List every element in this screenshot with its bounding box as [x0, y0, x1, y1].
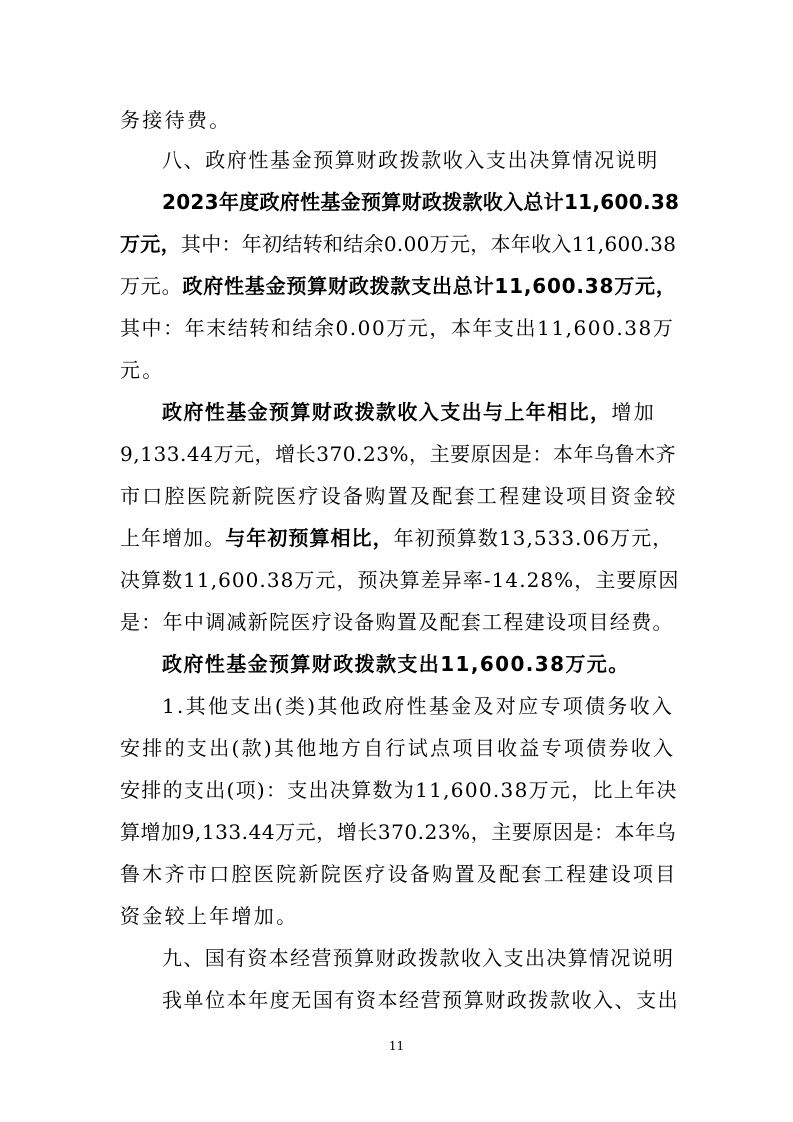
- text-segment: 九、国有资本经营预算财政拨款收入支出决算情况说明: [162, 946, 675, 970]
- text-segment: 我单位本年度无国有资本经营预算财政拨款收入、支出: [162, 988, 680, 1012]
- text-line: [120, 356, 165, 384]
- text-segment: 鲁木齐市口腔医院新院医疗设备购置及配套工程建设项目: [120, 862, 678, 886]
- text-line: [120, 230, 676, 258]
- text-segment: 决算数11,600.38万元，预决算差异率-14.28%，主要原因: [120, 568, 680, 592]
- text-line: [120, 482, 678, 510]
- text-line: [120, 608, 674, 636]
- text-segment-bold: 政府性基金预算财政拨款支出11,600.38万元。: [162, 652, 630, 676]
- text-segment: 上年增加。: [120, 526, 226, 550]
- text-segment-bold: 万元，: [120, 232, 181, 256]
- text-line: [120, 314, 674, 342]
- text-line: [162, 398, 656, 426]
- text-segment: 八、政府性基金预算财政拨款收入支出决算情况说明: [162, 148, 659, 172]
- text-line: [120, 524, 673, 552]
- text-segment-bold: 与年初预算相比，: [225, 526, 394, 550]
- text-segment: 元。: [120, 358, 165, 382]
- text-segment: 算增加9,133.44万元，增长370.23%，主要原因是：本年乌: [120, 820, 677, 844]
- text-line: [162, 986, 679, 1014]
- text-segment-bold: 政府性基金预算财政拨款收入支出与上年相比，: [162, 400, 612, 424]
- page-number: 11: [388, 1039, 405, 1053]
- text-line: [162, 650, 630, 678]
- text-line: [120, 734, 675, 762]
- text-segment: 市口腔医院新院医疗设备购置及配套工程建设项目资金较: [120, 484, 678, 508]
- text-line: [120, 440, 676, 468]
- text-segment: 增加: [611, 400, 657, 424]
- text-segment-bold: 2023年度政府性基金预算财政拨款收入总计11,600.38: [162, 190, 680, 214]
- text-segment: 其中：年末结转和结余0.00万元，本年支出11,600.38万: [120, 316, 675, 340]
- text-segment: 万元。: [120, 274, 183, 298]
- text-segment: 资金较上年增加。: [120, 904, 299, 928]
- text-line: [162, 692, 674, 720]
- text-line: [120, 272, 677, 300]
- text-line: [162, 188, 679, 216]
- text-line: [120, 566, 679, 594]
- text-segment: 安排的支出(款)其他地方自行试点项目收益专项债券收入: [120, 736, 676, 760]
- text-segment: 年初预算数13,533.06万元，: [393, 526, 674, 550]
- text-segment: 9,133.44万元，增长370.23%，主要原因是：本年乌鲁木齐: [120, 442, 677, 466]
- text-line: [120, 902, 298, 930]
- text-segment: 其中：年初结转和结余0.00万元，本年收入11,600.38: [180, 232, 677, 256]
- text-line: [120, 106, 232, 134]
- text-line: [120, 776, 678, 804]
- text-segment: 安排的支出(项)：支出决算数为11,600.38万元，比上年决: [120, 778, 678, 802]
- text-line: [120, 818, 676, 846]
- section-heading-9: [162, 944, 674, 972]
- text-segment: 是：年中调减新院医疗设备购置及配套工程建设项目经费。: [120, 610, 674, 634]
- section-heading-8: [162, 146, 659, 174]
- text-segment: 1.其他支出(类)其他政府性基金及对应专项债务收入: [162, 694, 675, 718]
- text-segment: 务接待费。: [120, 108, 232, 132]
- text-line: [120, 860, 678, 888]
- text-segment-bold: 政府性基金预算财政拨款支出总计11,600.38万元，: [182, 274, 677, 298]
